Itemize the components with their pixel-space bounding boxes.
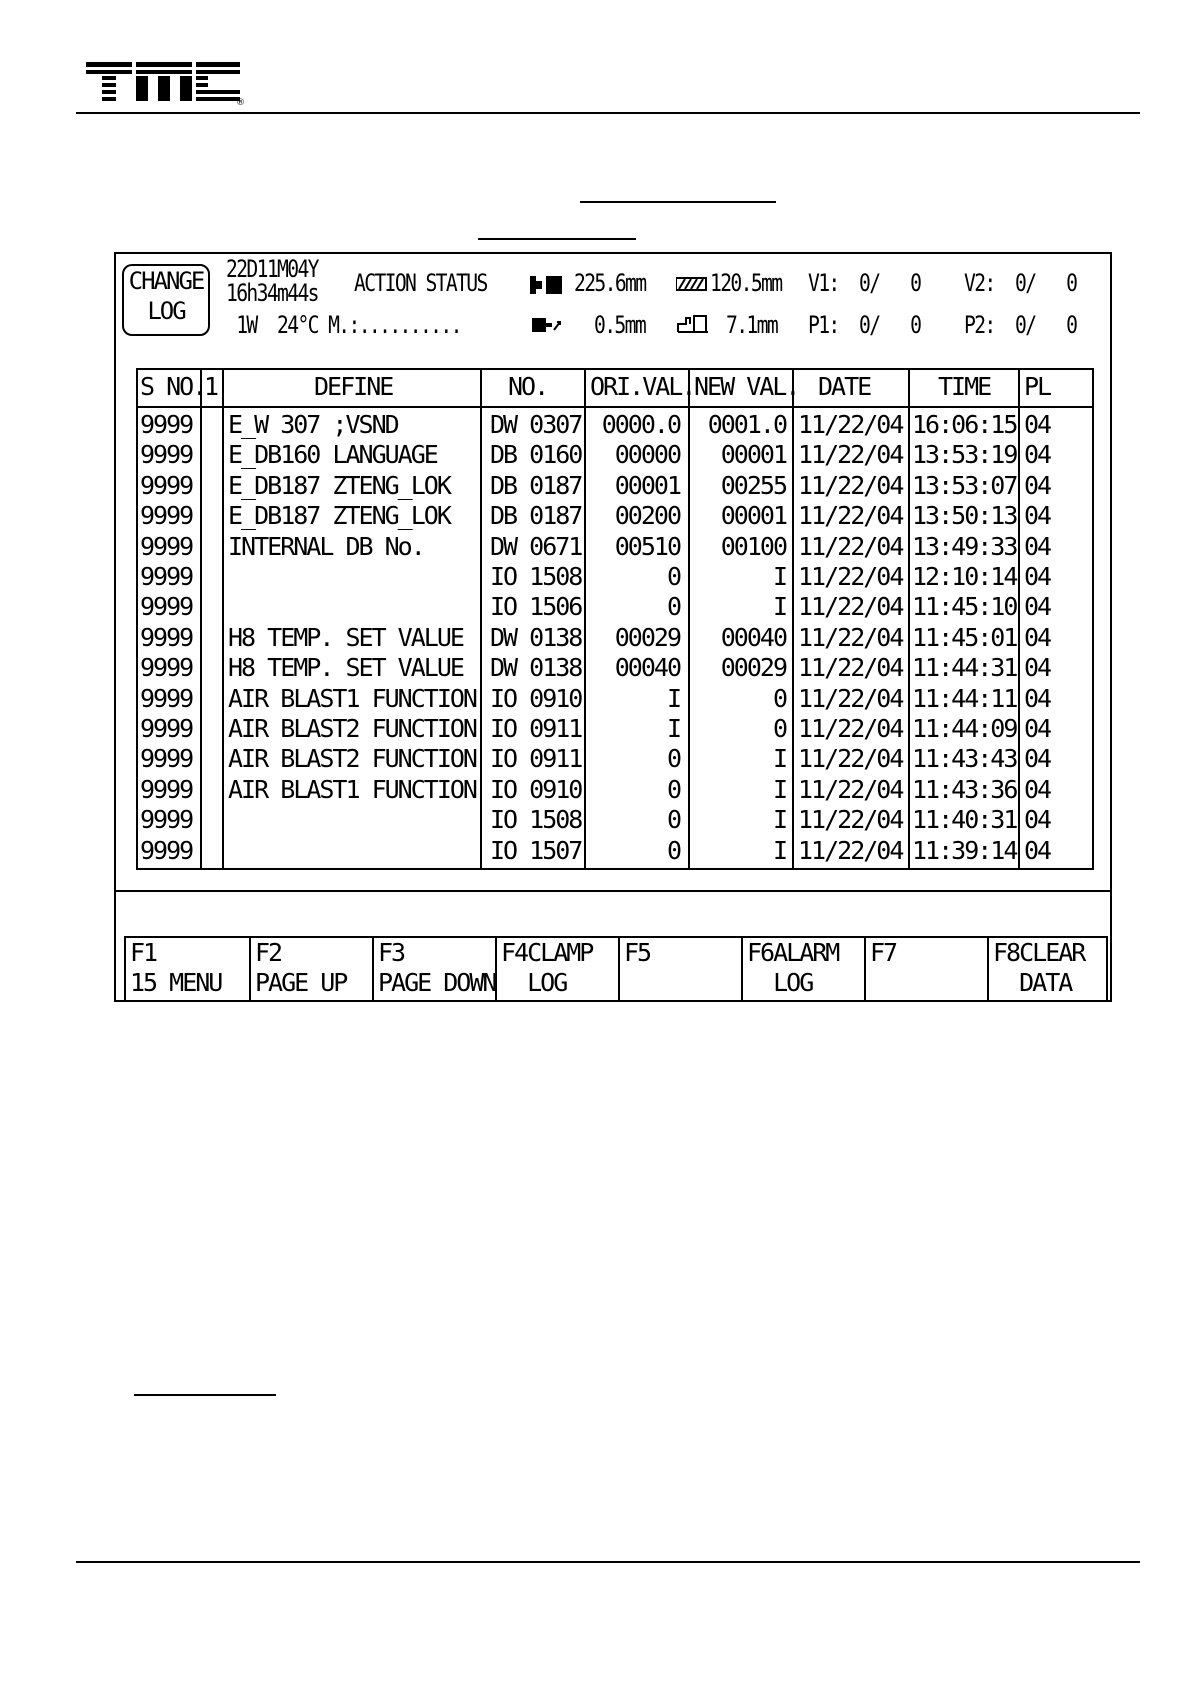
function-key-f4[interactable] xyxy=(495,938,618,1002)
function-key-label: LOG xyxy=(501,968,567,997)
row-define: E_W 307 ;VSND xyxy=(228,410,398,439)
row-no: IO 1506 xyxy=(490,592,582,622)
row-date: 11/22/04 xyxy=(798,592,903,622)
row-ori-val: 0 xyxy=(666,805,680,835)
row-pl: 04 xyxy=(1024,622,1051,652)
row-no: DW 0671 xyxy=(490,531,582,561)
screw-position-value: 120.5mm xyxy=(710,269,782,297)
row-new-val: 0 xyxy=(772,714,786,743)
nozzle-icon xyxy=(676,312,710,336)
column-divider xyxy=(792,370,794,868)
row-ori-val: I xyxy=(666,714,680,743)
row-serial-no: 9999 xyxy=(140,835,193,865)
row-time: 11:45:01 xyxy=(912,622,1017,652)
row-no: IO 1507 xyxy=(490,835,582,865)
row-pl: 04 xyxy=(1024,683,1051,713)
row-time: 11:44:11 xyxy=(912,683,1017,713)
row-define: E_DB187 ZTENG_LOK xyxy=(228,501,450,531)
row-new-val: 00001 xyxy=(720,440,786,470)
row-define: E_DB160 LANGUAGE xyxy=(228,440,437,470)
note-underline xyxy=(134,1394,276,1396)
nozzle-position-value: 7.1mm xyxy=(726,311,778,339)
function-key-label: LOG xyxy=(747,968,813,997)
mold-open-icon xyxy=(530,274,564,296)
row-serial-no: 9999 xyxy=(140,714,193,743)
row-ori-val: I xyxy=(666,683,680,713)
row-pl: 04 xyxy=(1024,562,1051,591)
function-key-label: F1 xyxy=(130,938,157,967)
tmc-logo xyxy=(86,58,246,106)
p2-counter: P2: 0/ 0 xyxy=(964,311,1077,339)
row-date: 11/22/04 xyxy=(798,835,903,865)
id-code: 22D11M04Y xyxy=(226,255,318,283)
machine-screen xyxy=(114,252,1112,1002)
change-log-table xyxy=(136,368,1094,870)
function-key-label: F2 xyxy=(255,938,282,967)
row-ori-val: 0 xyxy=(666,562,680,591)
row-serial-no: 9999 xyxy=(140,622,193,652)
function-key-label: PAGE DOWN xyxy=(378,968,496,997)
row-new-val: I xyxy=(772,805,786,835)
row-ori-val: 00001 xyxy=(614,470,680,500)
row-serial-no: 9999 xyxy=(140,410,193,439)
row-date: 11/22/04 xyxy=(798,440,903,470)
function-key-label: F5 xyxy=(624,938,651,967)
row-time: 16:06:15 xyxy=(912,410,1017,439)
ejector-position-value: 0.5mm xyxy=(594,311,646,339)
row-ori-val: 00000 xyxy=(614,440,680,470)
function-key-label: F4CLAMP xyxy=(501,938,593,967)
row-define: AIR BLAST2 FUNCTION xyxy=(228,714,476,743)
row-serial-no: 9999 xyxy=(140,805,193,835)
row-serial-no: 9999 xyxy=(140,440,193,470)
injection-screw-icon xyxy=(676,274,710,294)
row-pl: 04 xyxy=(1024,714,1051,743)
function-key-f1[interactable] xyxy=(126,938,249,1002)
header-index: 1 xyxy=(204,372,218,401)
row-define: INTERNAL DB No. xyxy=(228,531,424,561)
row-ori-val: 0000.0 xyxy=(601,410,680,439)
header-new-val: NEW VAL. xyxy=(694,372,799,401)
row-new-val: 00001 xyxy=(720,501,786,531)
function-key-label: PAGE UP xyxy=(255,968,347,997)
row-new-val: 00100 xyxy=(720,531,786,561)
ejector-icon xyxy=(530,314,564,336)
row-date: 11/22/04 xyxy=(798,501,903,531)
row-new-val: I xyxy=(772,774,786,804)
row-serial-no: 9999 xyxy=(140,744,193,774)
row-date: 11/22/04 xyxy=(798,744,903,774)
row-time: 11:40:31 xyxy=(912,805,1017,835)
header-rule xyxy=(76,112,1140,114)
mold-position-value: 225.6mm xyxy=(574,269,646,297)
page-button-line2: LOG xyxy=(147,297,185,325)
v1-counter: V1: 0/ 0 xyxy=(808,269,921,297)
column-divider xyxy=(908,370,910,868)
row-pl: 04 xyxy=(1024,501,1051,531)
row-date: 11/22/04 xyxy=(798,805,903,835)
row-no: DW 0138 xyxy=(490,653,582,683)
row-ori-val: 0 xyxy=(666,592,680,622)
row-serial-no: 9999 xyxy=(140,501,193,531)
row-date: 11/22/04 xyxy=(798,470,903,500)
row-no: DW 0138 xyxy=(490,622,582,652)
row-time: 11:44:31 xyxy=(912,653,1017,683)
header-ori-val: ORI.VAL. xyxy=(590,372,695,401)
row-serial-no: 9999 xyxy=(140,592,193,622)
row-pl: 04 xyxy=(1024,470,1051,500)
row-date: 11/22/04 xyxy=(798,774,903,804)
function-key-label: F6ALARM xyxy=(747,938,839,967)
row-new-val: I xyxy=(772,744,786,774)
row-new-val: 00029 xyxy=(720,653,786,683)
row-define: H8 TEMP. SET VALUE xyxy=(228,653,463,683)
p1-counter: P1: 0/ 0 xyxy=(808,311,921,339)
row-pl: 04 xyxy=(1024,835,1051,865)
row-define: AIR BLAST2 FUNCTION xyxy=(228,744,476,774)
row-serial-no: 9999 xyxy=(140,562,193,591)
row-no: IO 1508 xyxy=(490,562,582,591)
row-time: 13:53:07 xyxy=(912,470,1017,500)
row-no: IO 0911 xyxy=(490,714,582,743)
row-time: 11:39:14 xyxy=(912,835,1017,865)
row-time: 11:45:10 xyxy=(912,592,1017,622)
row-time: 11:43:43 xyxy=(912,744,1017,774)
row-serial-no: 9999 xyxy=(140,683,193,713)
row-no: DB 0187 xyxy=(490,470,582,500)
row-ori-val: 0 xyxy=(666,744,680,774)
column-divider xyxy=(1018,370,1020,868)
row-ori-val: 00040 xyxy=(614,653,680,683)
column-divider xyxy=(200,370,202,868)
function-key-f7[interactable] xyxy=(864,938,987,1002)
row-date: 11/22/04 xyxy=(798,531,903,561)
row-time: 11:44:09 xyxy=(912,714,1017,743)
row-date: 11/22/04 xyxy=(798,562,903,591)
header-date: DATE xyxy=(818,372,871,401)
row-define: E_DB187 ZTENG_LOK xyxy=(228,470,450,500)
page-button-line1: CHANGE xyxy=(128,267,204,295)
row-new-val: I xyxy=(772,562,786,591)
column-divider xyxy=(480,370,482,868)
row-date: 11/22/04 xyxy=(798,622,903,652)
header-pl: PL xyxy=(1024,372,1051,401)
row-no: DW 0307 xyxy=(490,410,582,439)
message-area-rule xyxy=(116,890,1110,892)
function-key-f2[interactable] xyxy=(249,938,372,1002)
table-header-rule xyxy=(138,406,1092,408)
row-date: 11/22/04 xyxy=(798,714,903,743)
row-time: 13:53:19 xyxy=(912,440,1017,470)
column-divider xyxy=(222,370,224,868)
row-new-val: 0001.0 xyxy=(707,410,786,439)
row-no: IO 0911 xyxy=(490,744,582,774)
row-pl: 04 xyxy=(1024,805,1051,835)
v2-counter: V2: 0/ 0 xyxy=(964,269,1077,297)
row-date: 11/22/04 xyxy=(798,410,903,439)
function-key-label: 15 MENU xyxy=(130,968,222,997)
row-time: 13:50:13 xyxy=(912,501,1017,531)
function-key-label: F8CLEAR xyxy=(993,938,1085,967)
row-no: IO 1508 xyxy=(490,805,582,835)
row-serial-no: 9999 xyxy=(140,653,193,683)
header-time: TIME xyxy=(938,372,991,401)
row-pl: 04 xyxy=(1024,410,1051,439)
row-pl: 04 xyxy=(1024,744,1051,774)
row-pl: 04 xyxy=(1024,440,1051,470)
change-log-page-button[interactable] xyxy=(122,264,210,336)
row-no: IO 0910 xyxy=(490,683,582,713)
row-new-val: 00255 xyxy=(720,470,786,500)
mode-line: 1W 24°C M.:.......... xyxy=(226,311,461,339)
title-underline xyxy=(580,201,776,203)
row-new-val: I xyxy=(772,835,786,865)
function-key-label: F7 xyxy=(870,938,897,967)
row-pl: 04 xyxy=(1024,592,1051,622)
header-no: NO. xyxy=(508,372,548,401)
elapsed-time: 16h34m44s xyxy=(226,279,318,307)
row-ori-val: 0 xyxy=(666,774,680,804)
function-key-label: DATA xyxy=(993,968,1072,997)
row-no: DB 0160 xyxy=(490,440,582,470)
row-define: AIR BLAST1 FUNCTION xyxy=(228,683,476,713)
function-key-f8[interactable] xyxy=(987,938,1110,1002)
row-time: 12:10:14 xyxy=(912,562,1017,591)
row-serial-no: 9999 xyxy=(140,470,193,500)
function-key-bar xyxy=(124,936,1108,1000)
row-pl: 04 xyxy=(1024,531,1051,561)
row-new-val: 00040 xyxy=(720,622,786,652)
action-status-label: ACTION STATUS xyxy=(354,269,487,297)
row-new-val: 0 xyxy=(772,683,786,713)
row-define: AIR BLAST1 FUNCTION xyxy=(228,774,476,804)
row-ori-val: 00029 xyxy=(614,622,680,652)
row-new-val: I xyxy=(772,592,786,622)
footer-rule xyxy=(76,1561,1140,1563)
header-define: DEFINE xyxy=(314,372,393,401)
registered-mark: ® xyxy=(236,98,245,106)
row-ori-val: 00200 xyxy=(614,501,680,531)
row-date: 11/22/04 xyxy=(798,653,903,683)
subtitle-underline xyxy=(478,238,636,240)
function-key-f5[interactable] xyxy=(618,938,741,1002)
row-ori-val: 0 xyxy=(666,835,680,865)
function-key-f3[interactable] xyxy=(372,938,495,1002)
function-key-f6[interactable] xyxy=(741,938,864,1002)
column-divider xyxy=(688,370,690,868)
row-time: 11:43:36 xyxy=(912,774,1017,804)
column-divider xyxy=(584,370,586,868)
row-pl: 04 xyxy=(1024,774,1051,804)
row-serial-no: 9999 xyxy=(140,531,193,561)
function-key-label: F3 xyxy=(378,938,405,967)
row-define: H8 TEMP. SET VALUE xyxy=(228,622,463,652)
row-time: 13:49:33 xyxy=(912,531,1017,561)
header-serial-no: S NO. xyxy=(140,372,206,401)
row-date: 11/22/04 xyxy=(798,683,903,713)
row-pl: 04 xyxy=(1024,653,1051,683)
row-serial-no: 9999 xyxy=(140,774,193,804)
row-ori-val: 00510 xyxy=(614,531,680,561)
row-no: DB 0187 xyxy=(490,501,582,531)
row-no: IO 0910 xyxy=(490,774,582,804)
